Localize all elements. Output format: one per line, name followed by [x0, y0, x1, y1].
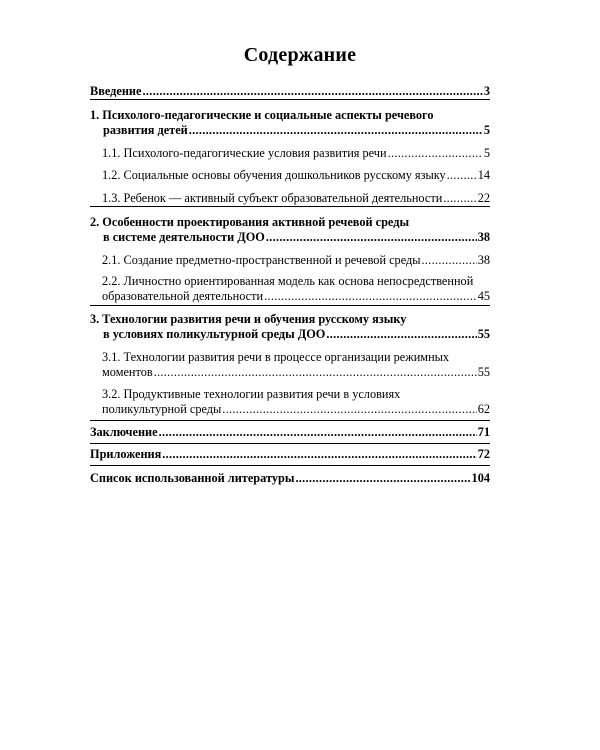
toc-entry-title: Введение	[90, 84, 142, 98]
toc-divider	[90, 420, 490, 421]
toc-entry-title: 1.1. Психолого-педагогические условия развития речи	[102, 146, 387, 160]
toc-entry-title: 1. Психолого-педагогические и социальные аспекты речевого	[90, 108, 434, 122]
toc-entry-title-cont: моментов	[102, 364, 153, 379]
toc-entry-title: 2.2. Личностно ориентированная модель как основа непосредственной	[102, 274, 474, 288]
dot-leader	[422, 253, 477, 268]
dot-leader	[443, 191, 476, 206]
toc-divider	[90, 443, 490, 444]
toc-entry-page: 5	[483, 122, 490, 137]
toc-entry-page: 45	[477, 288, 490, 303]
toc-entry-title: 2. Особенности проектирования активной речевой среды	[90, 215, 410, 229]
toc-entry-title: 2.1. Создание предметно-пространственной и речевой среды	[102, 253, 421, 267]
toc-entry-chapter-1[interactable]	[90, 108, 490, 137]
toc-entry-page: 3	[483, 84, 490, 98]
toc-entry-title: Список использованной литературы	[90, 471, 295, 485]
dot-leader	[388, 146, 483, 161]
toc-entry-page: 55	[477, 326, 490, 341]
toc-entry-page: 5	[483, 146, 490, 160]
dot-leader	[222, 402, 476, 417]
toc-entry-chapter-3[interactable]	[90, 312, 490, 341]
toc-entry-chapter-2[interactable]	[90, 215, 490, 244]
dot-leader	[142, 84, 482, 99]
dot-leader	[326, 327, 476, 342]
toc-entry-page: 72	[477, 447, 490, 461]
toc-entry-introduction[interactable]	[90, 84, 490, 99]
toc-entry-page: 55	[477, 364, 490, 379]
toc-entry-page: 38	[477, 253, 490, 267]
page-title: Содержание	[243, 44, 357, 66]
dot-leader	[154, 365, 477, 380]
toc-entry-1-3[interactable]	[102, 191, 490, 206]
toc-entry-title-cont: в условиях поликультурной среды ДОО	[103, 326, 326, 341]
toc-entry-page: 104	[471, 471, 490, 485]
dot-leader	[264, 289, 477, 304]
toc-entry-2-1[interactable]	[102, 253, 490, 268]
dot-leader	[295, 471, 470, 486]
toc-entry-appendices[interactable]	[90, 447, 490, 462]
toc-entry-title: 3. Технологии развития речи и обучения русскому языку	[90, 312, 407, 326]
dot-leader	[159, 425, 477, 440]
dot-leader	[447, 168, 477, 183]
toc-entry-1-2[interactable]	[102, 168, 490, 183]
toc-divider	[90, 305, 490, 306]
toc-entry-title: Заключение	[90, 425, 158, 439]
toc-entry-page: 22	[477, 191, 490, 205]
toc-entry-title: 3.2. Продуктивные технологии развития речи в условиях	[102, 387, 401, 401]
toc-divider	[90, 99, 490, 100]
toc-entry-1-1[interactable]	[102, 146, 490, 161]
toc-entry-title: Приложения	[90, 447, 162, 461]
toc-divider	[90, 465, 490, 466]
toc-entry-references[interactable]	[90, 471, 490, 486]
toc-entry-2-2[interactable]	[102, 274, 490, 303]
toc-entry-title-cont: развития детей	[103, 122, 188, 137]
toc-divider	[90, 206, 490, 207]
dot-leader	[162, 447, 476, 462]
dot-leader	[266, 230, 477, 245]
toc-entry-3-1[interactable]	[102, 350, 490, 379]
toc-entry-title-cont: в системе деятельности ДОО	[103, 229, 265, 244]
toc-entry-page: 62	[477, 401, 490, 416]
toc-entry-page: 71	[477, 425, 490, 439]
toc-entry-title: 3.1. Технологии развития речи в процессе организации режимных	[102, 350, 450, 364]
toc-entry-page: 38	[477, 229, 490, 244]
toc-entry-3-2[interactable]	[102, 387, 490, 416]
toc-entry-title: 1.2. Социальные основы обучения дошкольников русскому языку	[102, 168, 446, 182]
toc-entry-title-cont: образовательной деятельности	[102, 288, 264, 303]
toc-entry-conclusion[interactable]	[90, 425, 490, 440]
toc-entry-title-cont: поликультурной среды	[102, 401, 222, 416]
toc-entry-page: 14	[477, 168, 490, 182]
toc-entry-title: 1.3. Ребенок — активный субъект образовательной деятельности	[102, 191, 443, 205]
dot-leader	[189, 123, 483, 138]
